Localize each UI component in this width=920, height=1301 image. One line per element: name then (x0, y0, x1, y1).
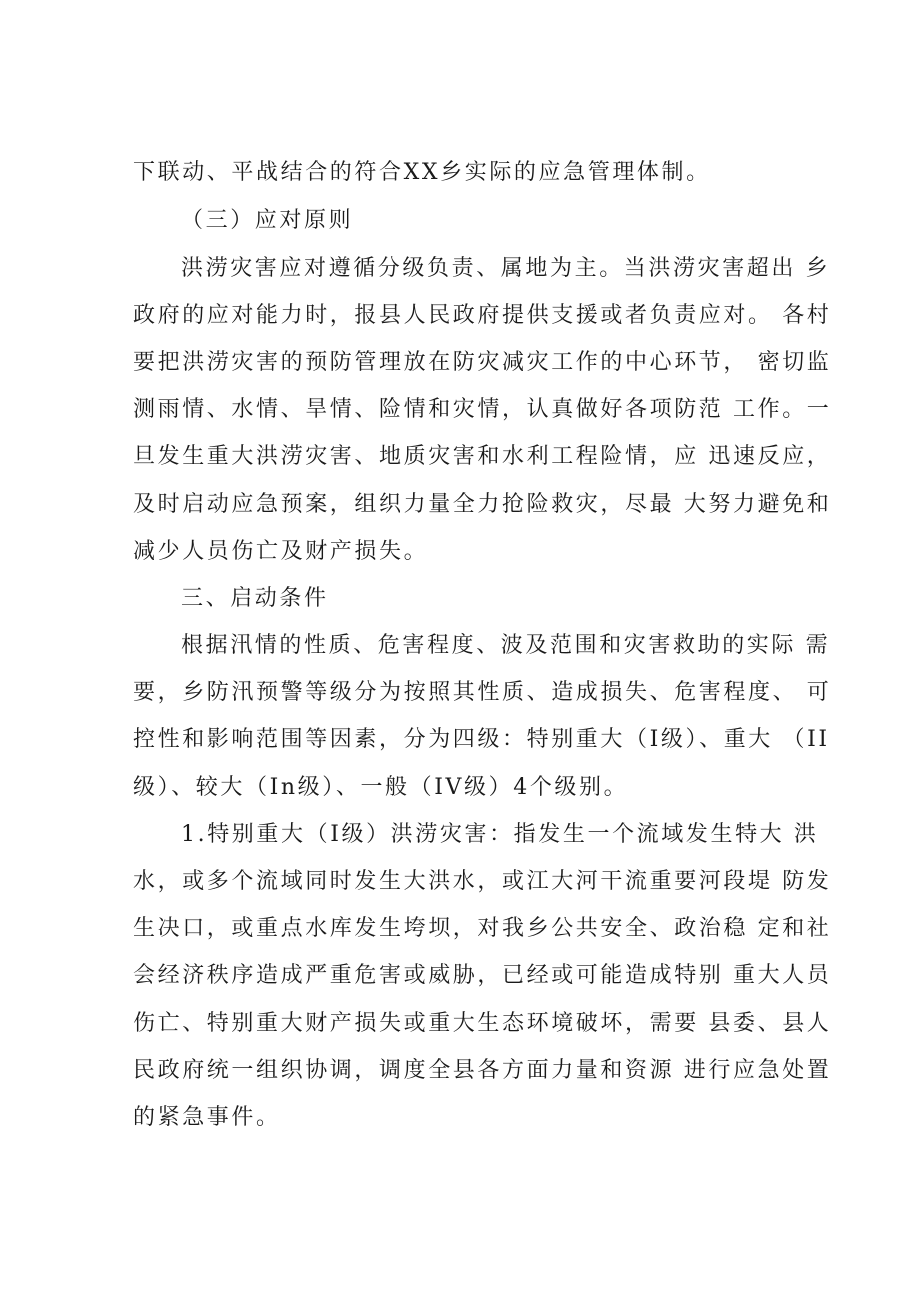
text-line-15: 1.特别重大（I级）洪涝灾害：指发生一个流域发生特大 洪 (181, 822, 819, 847)
text-line-7: 旦发生重大洪涝灾害、地质灾害和水利工程险情，应 迅速反应， (133, 444, 832, 469)
text-line-5: 要把洪涝灾害的预防管理放在防灾减灾工作的中心环节， 密切监 (133, 350, 832, 375)
text-line-17: 生决口，或重点水库发生垮坝，对我乡公共安全、政治稳 定和社 (133, 916, 832, 941)
text-line-21: 的紧急事件。 (133, 1105, 281, 1130)
text-line-13: 控性和影响范围等因素，分为四级：特别重大（I级）、重大 （II (133, 727, 830, 752)
text-line-14: 级）、较大（In级）、一般（IV级）4个级别。 (133, 775, 629, 800)
text-line-20: 民政府统一组织协调，调度全县各方面力量和资源 进行应急处置 (133, 1058, 832, 1083)
text-line-11: 根据汛情的性质、危害程度、波及范围和灾害救助的实际 需 (181, 633, 831, 658)
text-line-6: 测雨情、水情、旱情、险情和灾情，认真做好各项防范 工作。一 (133, 397, 832, 422)
text-line-18: 会经济秩序造成严重危害或威胁，已经或可能造成特别 重大人员 (133, 963, 832, 988)
text-line-4: 政府的应对能力时，报县人民政府提供支援或者负责应对。 各村 (133, 303, 832, 328)
section-heading-startup-conditions: 三、启动条件 (181, 586, 329, 611)
text-line-1: 下联动、平战结合的符合XX乡实际的应急管理体制。 (133, 160, 711, 185)
section-heading-response-principles: （三）应对原则 (181, 208, 354, 233)
text-line-9: 减少人员伤亡及财产损失。 (133, 539, 429, 564)
text-line-12: 要，乡防汛预警等级分为按照其性质、造成损失、危害程度、 可 (133, 680, 832, 705)
text-line-8: 及时启动应急预案，组织力量全力抢险救灾，尽最 大努力避免和 (133, 492, 832, 517)
text-line-16: 水，或多个流域同时发生大洪水，或江大河干流重要河段堤 防发 (133, 869, 832, 894)
text-line-3: 洪涝灾害应对遵循分级负责、属地为主。当洪涝灾害超出 乡 (181, 256, 831, 281)
text-line-19: 伤亡、特别重大财产损失或重大生态环境破坏，需要 县委、县人 (133, 1011, 832, 1036)
